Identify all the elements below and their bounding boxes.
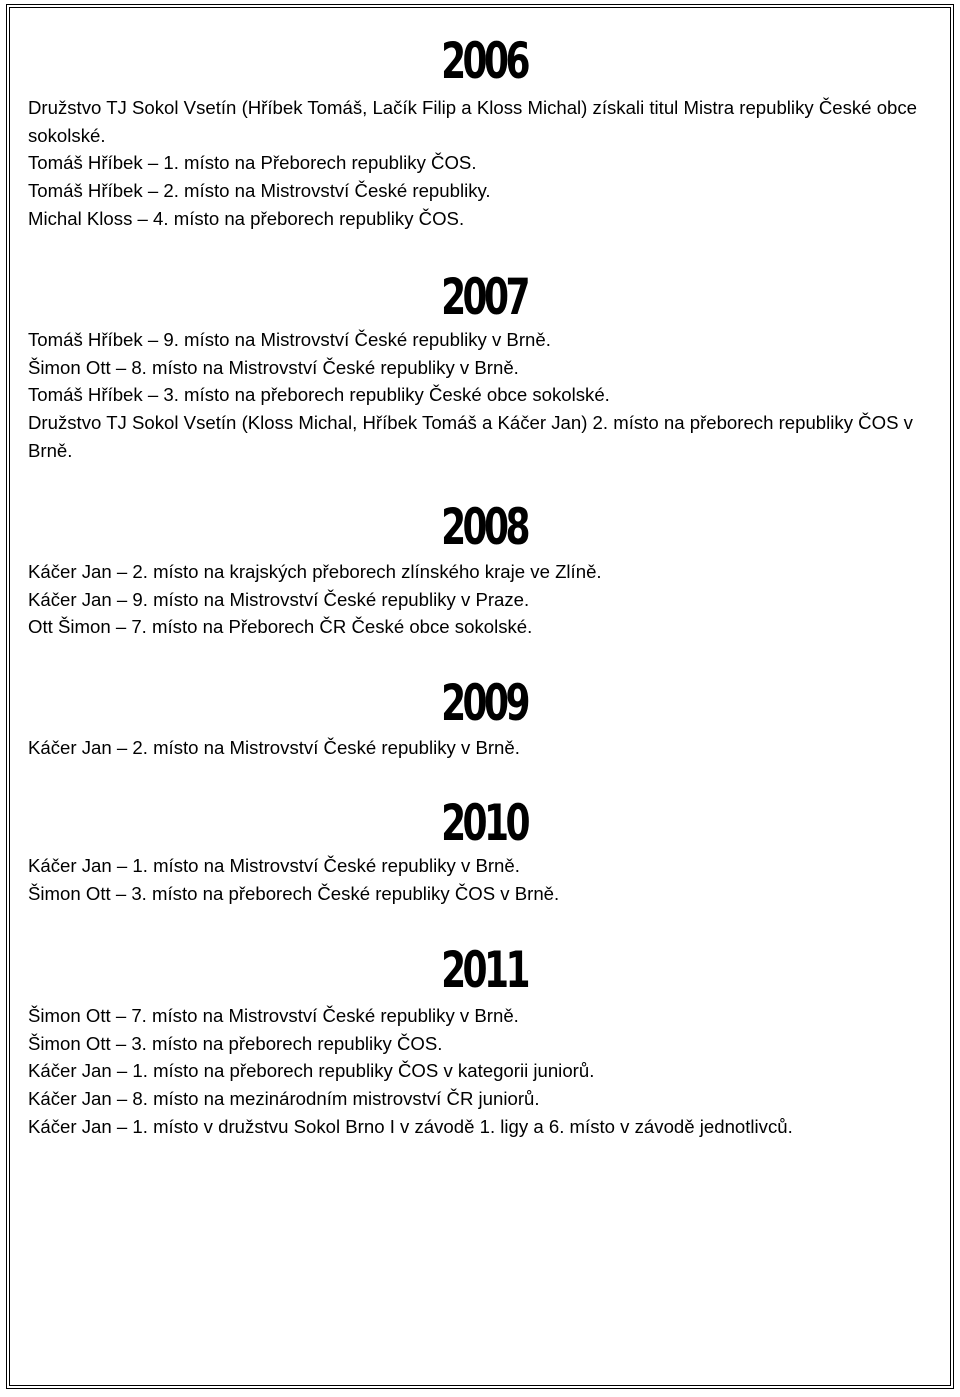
- result-line: Káčer Jan – 8. místo na mezinárodním mistrovství ČR juniorů.: [28, 1088, 540, 1110]
- result-line: Družstvo TJ Sokol Vsetín (Kloss Michal, Hříbek Tomáš a Káčer Jan) 2. místo na přeborech republiky ČOS v Brně.: [28, 412, 913, 461]
- result-line: Káčer Jan – 2. místo na Mistrovství České republiky v Brně.: [28, 737, 520, 758]
- year-heading-2010: 2010: [441, 794, 527, 852]
- result-line: Šimon Ott – 7. místo na Mistrovství České republiky v Brně.: [28, 1005, 519, 1026]
- result-line: Družstvo TJ Sokol Vsetín (Hříbek Tomáš, Lačík Filip a Kloss Michal) získali titul Mistra republiky České obce sokolské.: [28, 97, 918, 146]
- year-heading-2006: 2006: [441, 32, 527, 90]
- section-2006: [28, 94, 920, 233]
- result-line: Šimon Ott – 3. místo na přeborech republiky ČOS.: [28, 1032, 443, 1054]
- section-2008: [28, 558, 920, 641]
- result-line: Tomáš Hříbek – 9. místo na Mistrovství České republiky v Brně.: [28, 329, 551, 350]
- section-2011: [28, 1002, 920, 1141]
- result-line: Káčer Jan – 9. místo na Mistrovství České republiky v Praze.: [28, 588, 530, 610]
- document-page: [6, 4, 954, 1389]
- section-2007: [28, 326, 920, 465]
- result-line: Káčer Jan – 1. místo v družstvu Sokol Brno I v závodě 1. ligy a 6. místo v závodě jednotlivců.: [28, 1115, 793, 1137]
- result-line: Tomáš Hříbek – 1. místo na Přeborech republiky ČOS.: [28, 152, 477, 174]
- result-line: Tomáš Hříbek – 3. místo na přeborech republiky České obce sokolské.: [28, 384, 610, 406]
- section-2010: [28, 852, 920, 907]
- result-line: Káčer Jan – 1. místo na Mistrovství České republiky v Brně.: [28, 855, 520, 876]
- result-line: Michal Kloss – 4. místo na přeborech republiky ČOS.: [28, 207, 465, 229]
- year-heading-2011: 2011: [441, 941, 527, 999]
- result-line: Ott Šimon – 7. místo na Přeborech ČR České obce sokolské.: [28, 616, 533, 638]
- year-heading-2009: 2009: [441, 674, 527, 732]
- result-line: Káčer Jan – 1. místo na přeborech republiky ČOS v kategorii juniorů.: [28, 1060, 595, 1082]
- result-line: Tomáš Hříbek – 2. místo na Mistrovství České republiky.: [28, 180, 491, 202]
- section-2009: [28, 734, 920, 762]
- result-line: Káčer Jan – 2. místo na krajských přeborech zlínského kraje ve Zlíně.: [28, 561, 602, 582]
- year-heading-2008: 2008: [441, 498, 527, 556]
- year-heading-2007: 2007: [441, 268, 527, 326]
- result-line: Šimon Ott – 3. místo na přeborech České republiky ČOS v Brně.: [28, 882, 560, 904]
- result-line: Šimon Ott – 8. místo na Mistrovství České republiky v Brně.: [28, 356, 519, 378]
